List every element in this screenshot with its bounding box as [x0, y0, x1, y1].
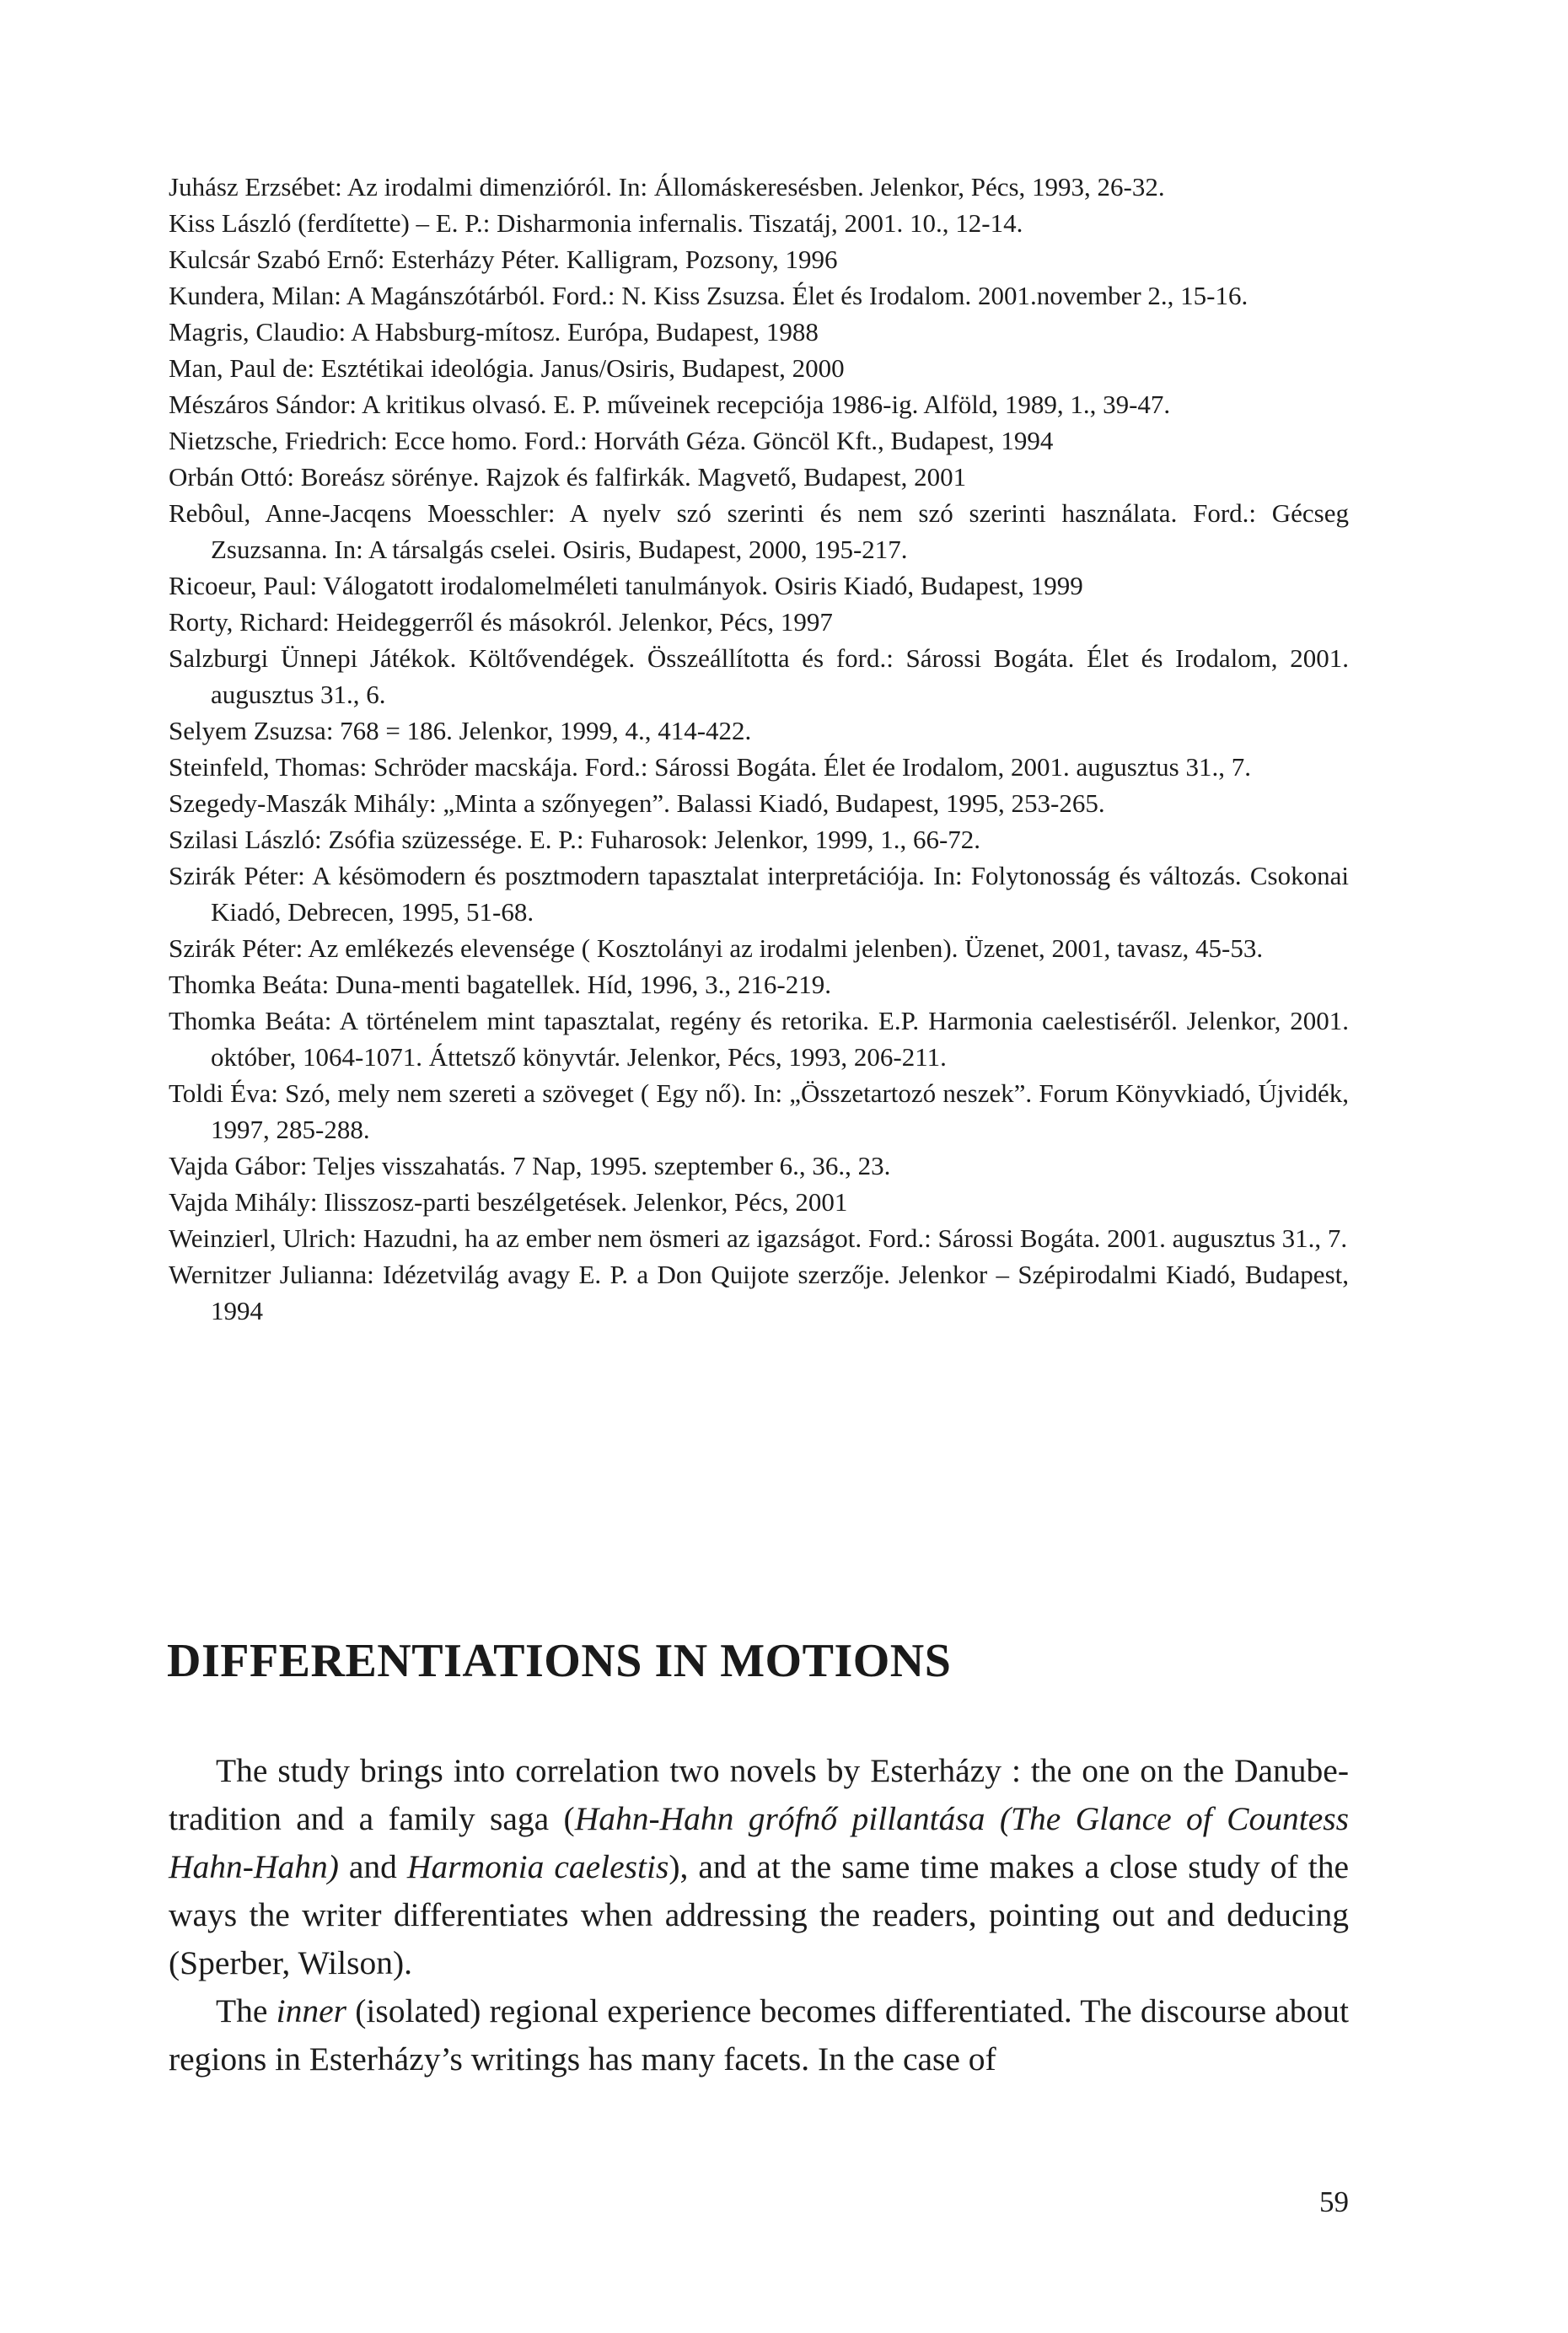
abstract-text: The study brings into correlation two novels by Esterházy : the one on the Danube-tradition and a family saga ( [169, 1752, 1349, 1837]
bibliography-entry: Juhász Erzsébet: Az irodalmi dimenzióról. In: Állomáskeresésben. Jelenkor, Pécs, 1993, 26-32. [169, 172, 1165, 202]
bibliography-entry: Vajda Gábor: Teljes visszahatás. 7 Nap, 1995. szeptember 6., 36., 23. [169, 1151, 891, 1180]
bibliography-entry: Wernitzer Julianna: Idézetvilág avagy E. P. a Don Quijote szerzője. Jelenkor – Szépirodalmi Kiadó, Budapest, 1994 [169, 1260, 1349, 1325]
novel-title: Hahn-Hahn grófnő pillantása (The Glance of Countess Hahn-Hahn) [169, 1800, 1349, 1885]
bibliography-entry: Kundera, Milan: A Magánszótárból. Ford.: N. Kiss Zsuzsa. Élet és Irodalom. 2001.november 2., 15-16. [169, 281, 1248, 310]
bibliography-entry: Mészáros Sándor: A kritikus olvasó. E. P. műveinek recepciója 1986-ig. Alföld, 1989, 1., 39-47. [169, 390, 1171, 419]
bibliography-entry: Steinfeld, Thomas: Schröder macskája. Ford.: Sárossi Bogáta. Élet ée Irodalom, 2001. augusztus 31., 7. [169, 752, 1251, 782]
bibliography-entry: Salzburgi Ünnepi Játékok. Költővendégek. Összeállította és ford.: Sárossi Bogáta. Élet és Irodalom, 2001. augusztus 31., 6. [169, 643, 1349, 709]
novel-title: Harmonia caelestis [406, 1848, 669, 1885]
bibliography-entry: Kulcsár Szabó Ernő: Esterházy Péter. Kalligram, Pozsony, 1996 [169, 245, 838, 274]
bibliography-entry: Szirák Péter: A késömodern és posztmodern tapasztalat interpretációja. In: Folytonosság és változás. Csokonai Kiadó, Debrecen, 1995, 51-68. [169, 861, 1349, 927]
abstract-text: (isolated) regional experience becomes differentiated. The discourse about regions in Esterházy’s writings has many facets. In the case of [169, 1992, 1349, 2078]
section-title: DIFFERENTIATIONS IN MOTIONS [167, 1635, 952, 1687]
emphasis-word: inner [276, 1992, 347, 2029]
bibliography-list [169, 169, 1349, 1329]
bibliography-entry: Ricoeur, Paul: Válogatott irodalomelméleti tanulmányok. Osiris Kiadó, Budapest, 1999 [169, 571, 1083, 600]
bibliography-entry: Szilasi László: Zsófia szüzessége. E. P.: Fuharosok: Jelenkor, 1999, 1., 66-72. [169, 825, 981, 854]
bibliography-entry: Thomka Beáta: Duna-menti bagatellek. Híd, 1996, 3., 216-219. [169, 970, 832, 999]
bibliography-entry: Rebôul, Anne-Jacqens Moesschler: A nyelv szó szerinti és nem szó szerinti használata. Ford.: Gécseg Zsuzsanna. In: A társalgás cselei. Osiris, Budapest, 2000, 195-217. [169, 498, 1349, 564]
bibliography-entry: Kiss László (ferdítette) – E. P.: Disharmonia infernalis. Tiszatáj, 2001. 10., 12-14. [169, 208, 1023, 238]
bibliography-entry: Vajda Mihály: Ilisszosz-parti beszélgetések. Jelenkor, Pécs, 2001 [169, 1187, 848, 1217]
bibliography-entry: Nietzsche, Friedrich: Ecce homo. Ford.: Horváth Géza. Göncöl Kft., Budapest, 1994 [169, 426, 1054, 455]
bibliography-entry: Weinzierl, Ulrich: Hazudni, ha az ember nem ösmeri az igazságot. Ford.: Sárossi Bogáta. 2001. augusztus 31., 7. [169, 1223, 1348, 1253]
bibliography-entry: Szegedy-Maszák Mihály: „Minta a szőnyegen”. Balassi Kiadó, Budapest, 1995, 253-265. [169, 788, 1105, 818]
bibliography-entry: Magris, Claudio: A Habsburg-mítosz. Európa, Budapest, 1988 [169, 317, 819, 347]
bibliography-entry: Man, Paul de: Esztétikai ideológia. Janus/Osiris, Budapest, 2000 [169, 353, 845, 383]
bibliography-entry: Orbán Ottó: Boreász sörénye. Rajzok és falfirkák. Magvető, Budapest, 2001 [169, 462, 967, 492]
abstract-text: The [216, 1992, 277, 2029]
bibliography-entry: Toldi Éva: Szó, mely nem szereti a szöveget ( Egy nő). In: „Összetartozó neszek”. Forum Könyvkiadó, Újvidék, 1997, 285-288. [169, 1078, 1349, 1144]
bibliography-entry: Szirák Péter: Az emlékezés elevensége ( Kosztolányi az irodalmi jelenben). Üzenet, 2001, tavasz, 45-53. [169, 933, 1264, 963]
abstract-body [169, 1747, 1349, 2083]
abstract-text: ), and at the same time makes a close study of the ways the writer differentiates when addressing the readers, pointing out and deducing (Sperber, Wilson). [169, 1848, 1349, 1981]
abstract-paragraph [169, 1987, 1349, 2083]
bibliography-entry: Rorty, Richard: Heideggerről és másokról. Jelenkor, Pécs, 1997 [169, 607, 833, 637]
abstract-text: and [338, 1848, 407, 1885]
abstract-paragraph [169, 1747, 1349, 1987]
bibliography-entry: Thomka Beáta: A történelem mint tapasztalat, regény és retorika. E.P. Harmonia caelestiséről. Jelenkor, 2001. október, 1064-1071. Áttetsző könyvtár. Jelenkor, Pécs, 1993, 206-211. [169, 1006, 1349, 1072]
page-number: 59 [1319, 2185, 1349, 2218]
bibliography-entry: Selyem Zsuzsa: 768 = 186. Jelenkor, 1999, 4., 414-422. [169, 716, 752, 745]
